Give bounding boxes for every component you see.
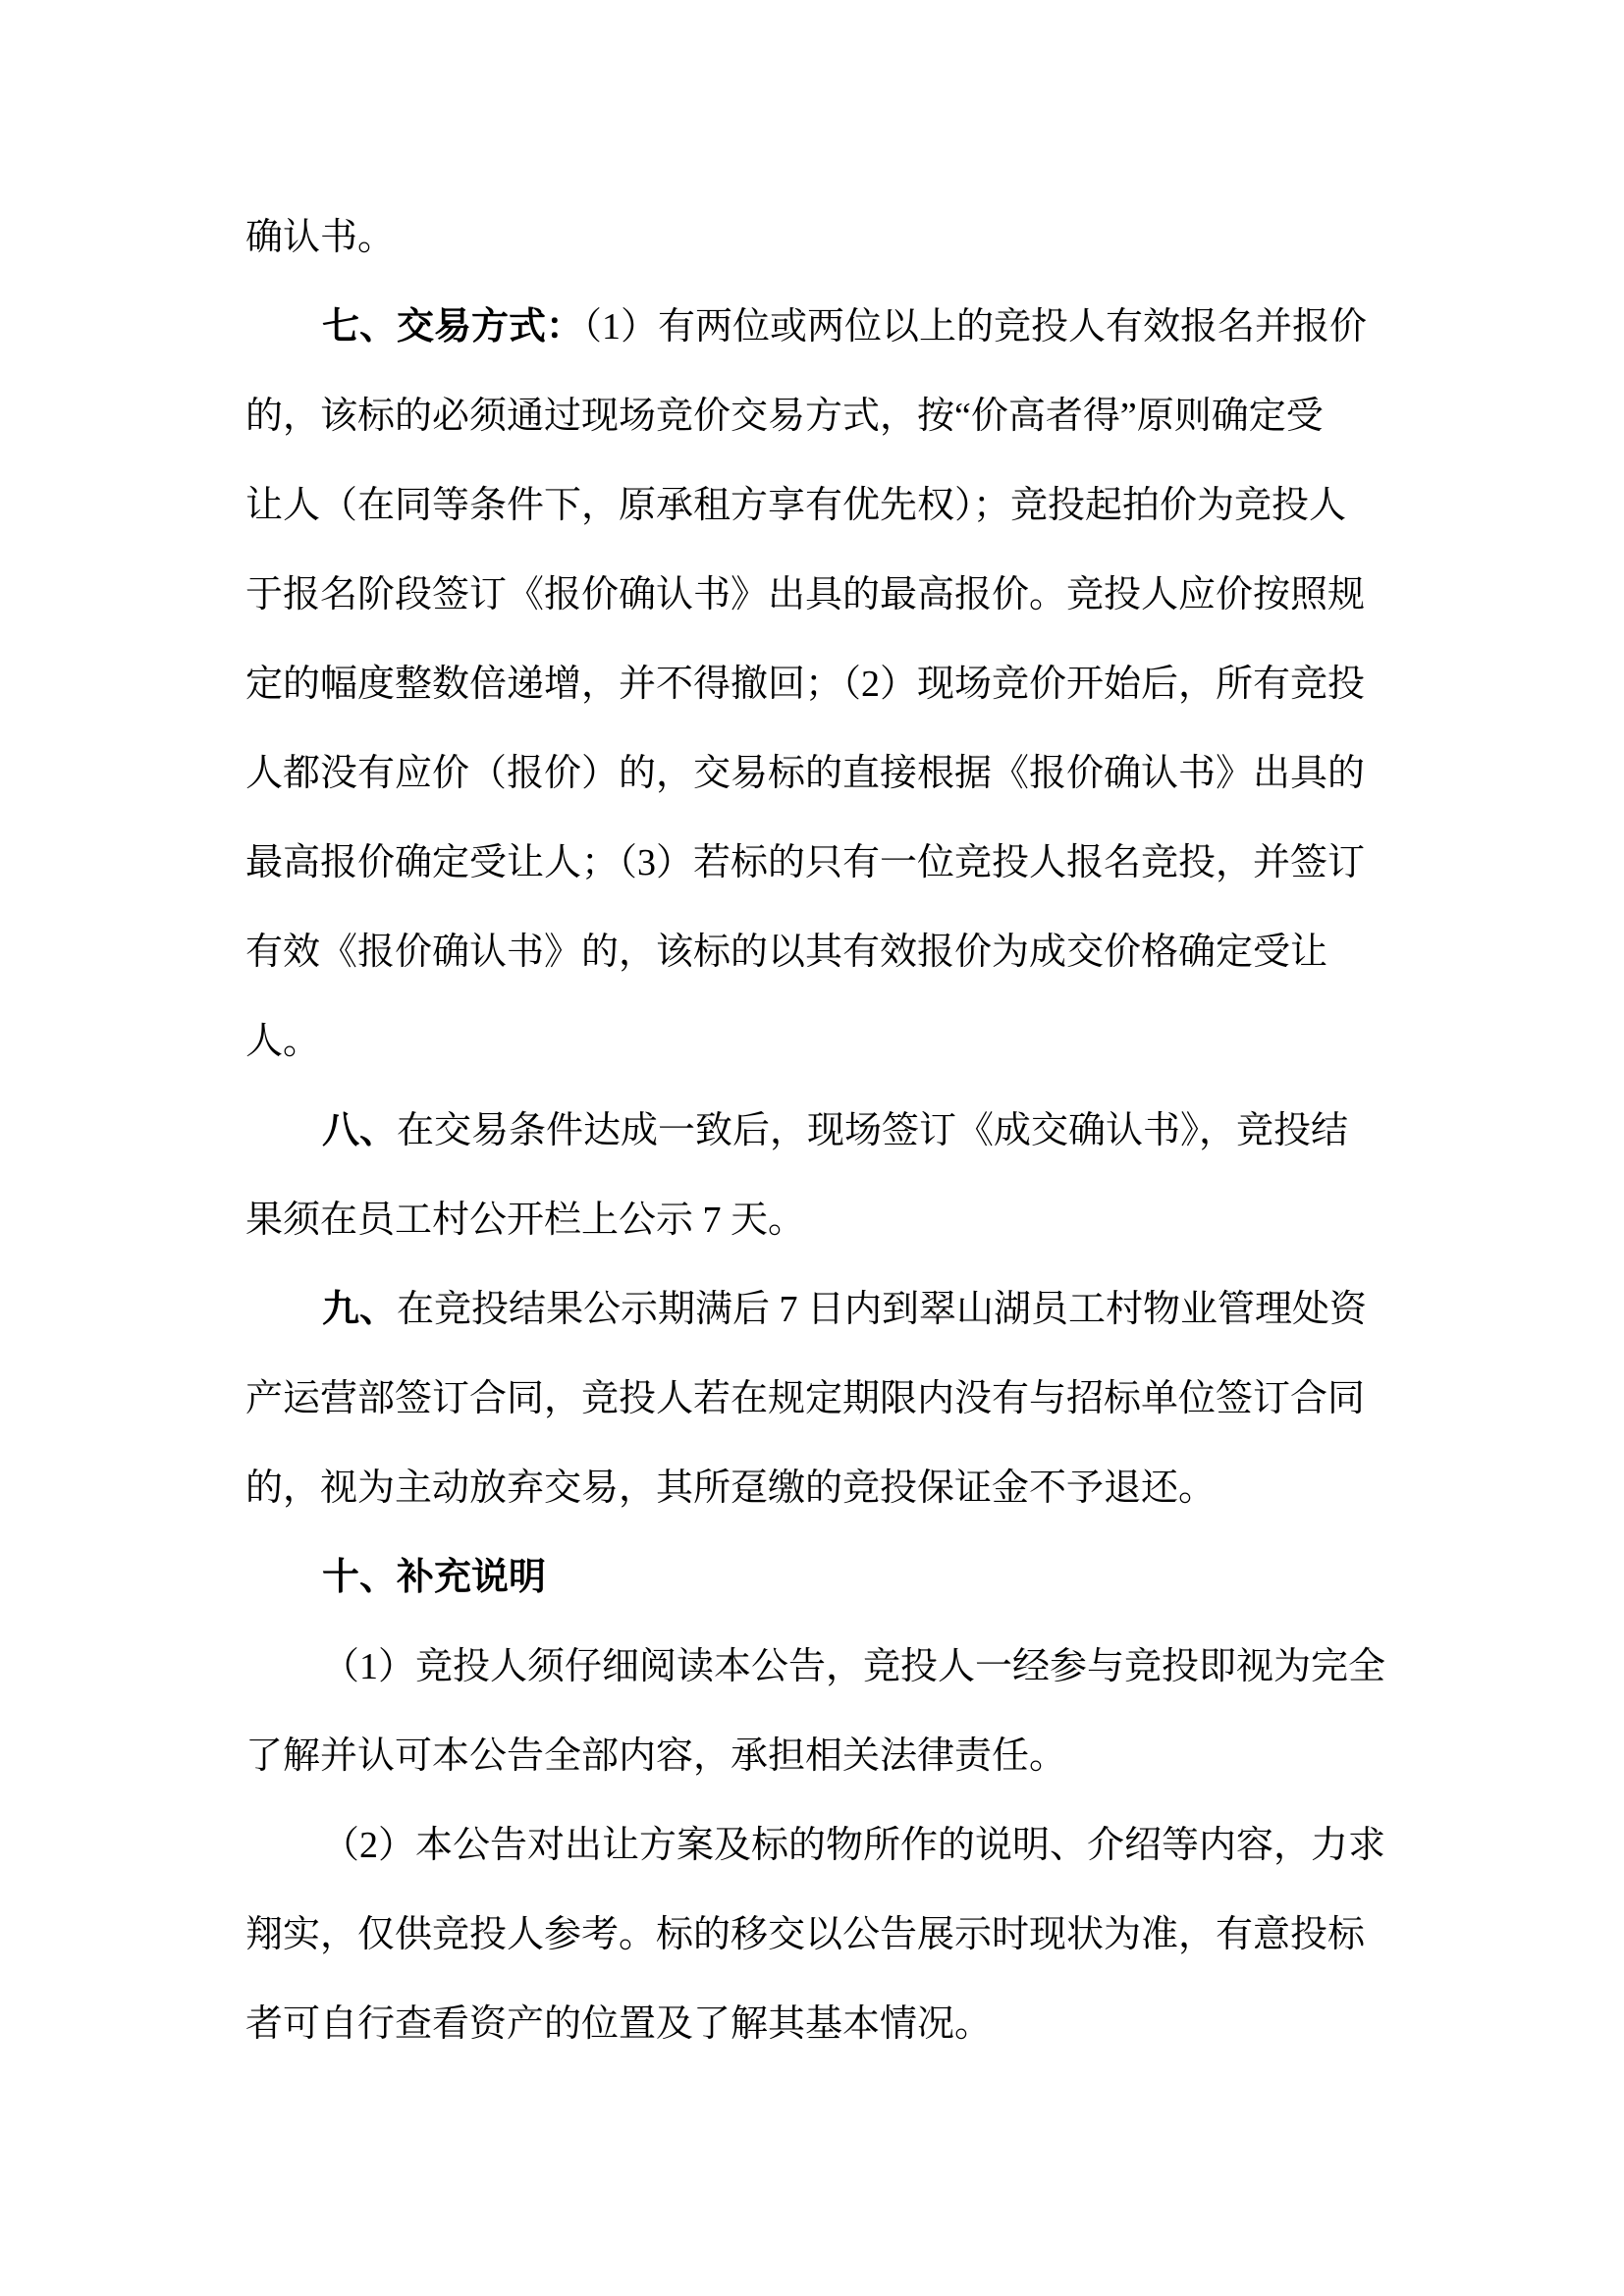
text-run: 翔实，仅供竞投人参考。标的移交以公告展示时现状为准，有意投标 <box>245 1914 1366 1955</box>
text-line <box>245 461 1365 551</box>
text-line <box>245 640 1365 729</box>
text-run: 确认书。 <box>245 217 396 258</box>
section-heading-run: 九、 <box>322 1289 398 1330</box>
text-line <box>245 1533 1365 1623</box>
text-line <box>245 1712 1365 1801</box>
section-heading-run: 十、补充说明 <box>322 1557 547 1598</box>
text-run: 果须在员工村公开栏上公示 7 天。 <box>245 1200 806 1241</box>
section-heading-run: 七、交易方式： <box>322 306 584 347</box>
text-line <box>245 1444 1365 1533</box>
text-run: 让人（在同等条件下，原承租方享有优先权）；竞投起拍价为竞投人 <box>245 485 1347 526</box>
text-line <box>245 372 1365 461</box>
text-line <box>245 908 1365 997</box>
text-line <box>245 1176 1365 1265</box>
text-run: 最高报价确定受让人；（3）若标的只有一位竞投人报名竞投，并签订 <box>245 842 1366 883</box>
text-run: 者可自行查看资产的位置及了解其基本情况。 <box>245 2003 993 2045</box>
text-line <box>245 1980 1365 2069</box>
text-run: 在交易条件达成一致后，现场签订《成交确认书》，竞投结 <box>397 1110 1349 1151</box>
text-run: 于报名阶段签订《报价确认书》出具的最高报价。竞投人应价按照规 <box>245 574 1366 615</box>
document-body <box>245 193 1386 2069</box>
text-run: 有效《报价确认书》的，该标的以其有效报价为成交价格确定受让 <box>245 932 1328 973</box>
text-line <box>245 193 1365 283</box>
text-line <box>245 1265 1368 1355</box>
text-run: 定的幅度整数倍递增，并不得撤回；（2）现场竞价开始后，所有竞投 <box>245 664 1366 705</box>
text-run: 在竞投结果公示期满后 7 日内到翠山湖员工村物业管理处资 <box>397 1289 1368 1330</box>
text-line <box>245 729 1365 819</box>
text-run: （1）有两位或两位以上的竞投人有效报名并报价 <box>583 306 1368 347</box>
text-line <box>245 1801 1386 1891</box>
text-line <box>245 551 1365 640</box>
text-line <box>245 1355 1365 1444</box>
text-line <box>245 283 1368 372</box>
text-run: 的，视为主动放弃交易，其所趸缴的竞投保证金不予退还。 <box>245 1468 1217 1509</box>
text-run: 产运营部签订合同，竞投人若在规定期限内没有与招标单位签订合同 <box>245 1378 1366 1419</box>
text-line <box>245 1623 1386 1712</box>
text-run: 人都没有应价（报价）的，交易标的直接根据《报价确认书》出具的 <box>245 753 1366 794</box>
text-run: 人。 <box>245 1021 321 1062</box>
text-run: （2）本公告对出让方案及标的物所作的说明、介绍等内容，力求 <box>322 1825 1386 1866</box>
text-run: （1）竞投人须仔细阅读本公告，竞投人一经参与竞投即视为完全 <box>322 1646 1386 1687</box>
text-line <box>245 1891 1365 1980</box>
text-line <box>245 997 1365 1087</box>
text-line <box>245 1087 1365 1176</box>
text-run: 了解并认可本公告全部内容，承担相关法律责任。 <box>245 1735 1067 1777</box>
text-run: 的，该标的必须通过现场竞价交易方式，按“价高者得”原则确定受 <box>245 396 1324 437</box>
text-line <box>245 819 1365 908</box>
section-heading-run: 八、 <box>322 1110 398 1151</box>
